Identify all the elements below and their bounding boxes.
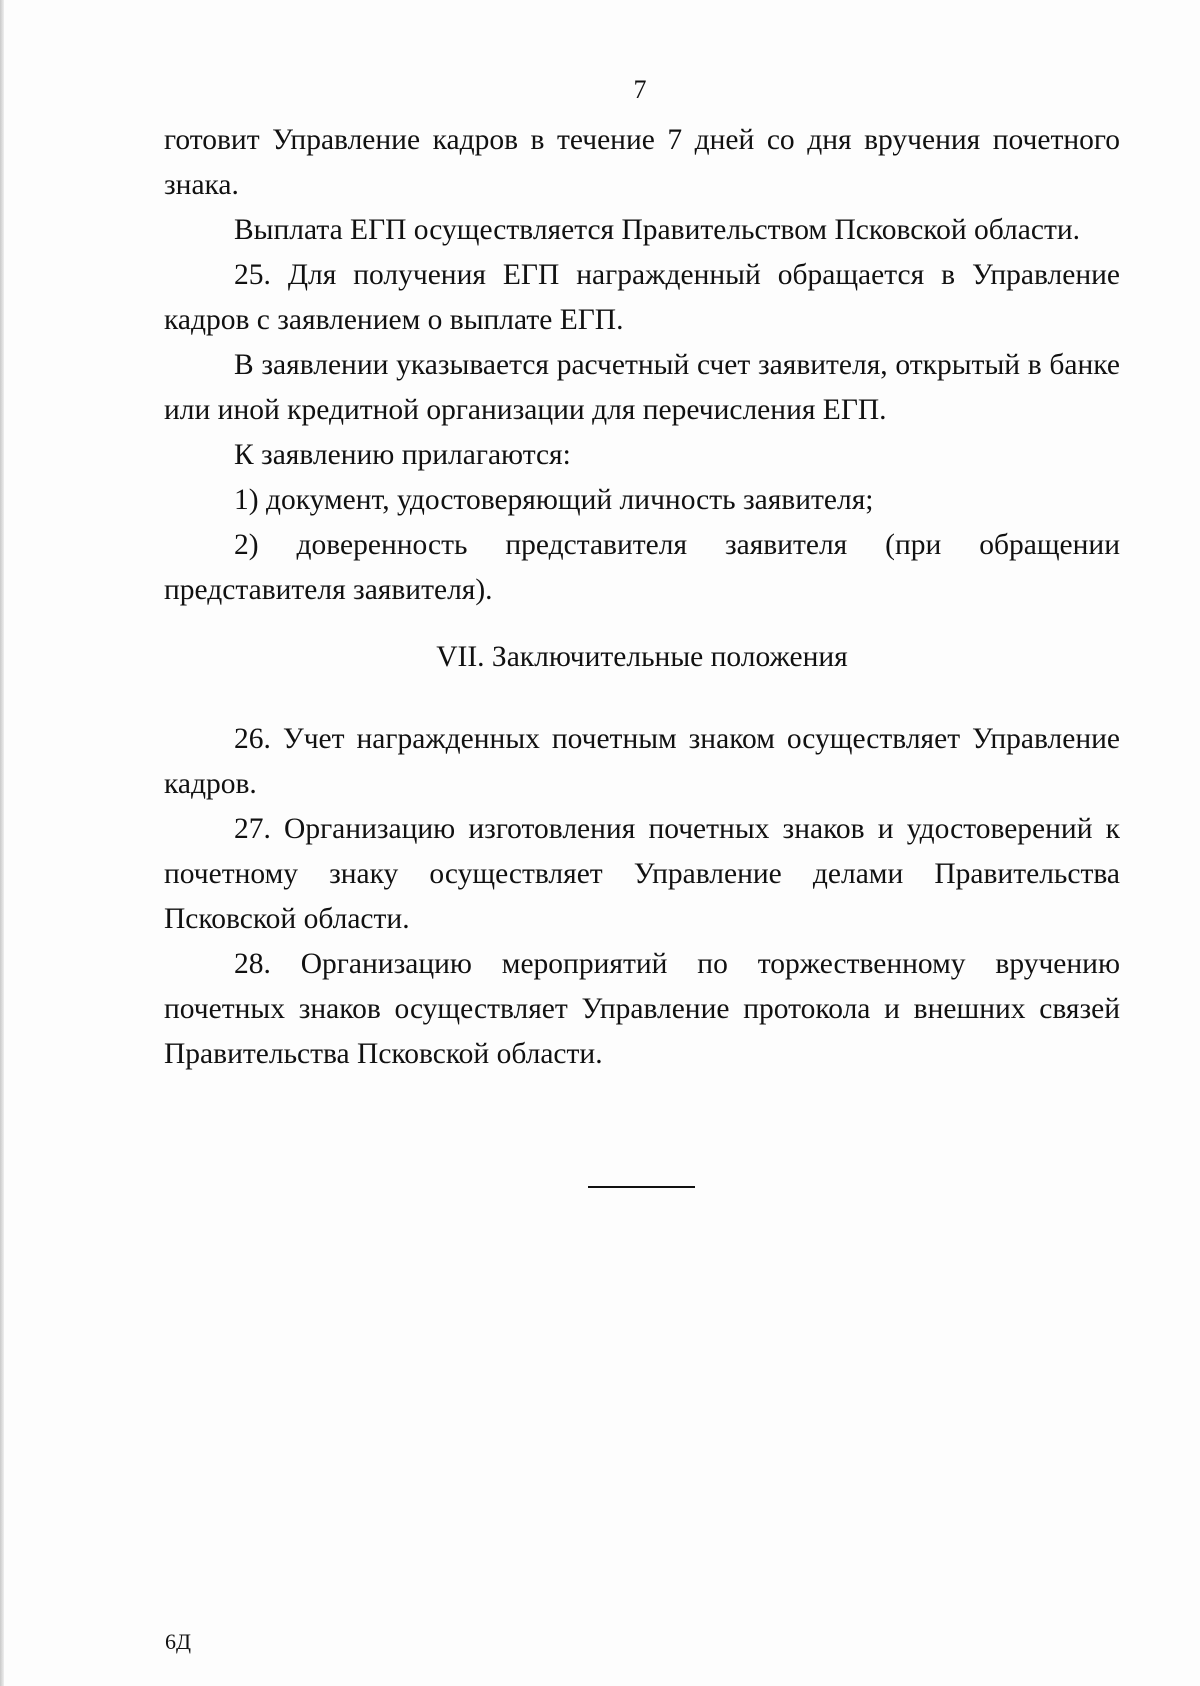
paragraph-attachments-intro: К заявлению прилагаются:	[234, 439, 571, 471]
paragraph-item-28: 28. Организацию мероприятий по торжественному вручению почетных знаков осуществляет Управление протокола и внешних связей Правительства Псковской области.	[164, 948, 1120, 1070]
footer-code: 6Д	[165, 1629, 192, 1654]
paragraph-item-26: 26. Учет награжденных почетным знаком осуществляет Управление кадров.	[164, 723, 1120, 800]
paragraph-payment: Выплата ЕГП осуществляется Правительством Псковской области.	[234, 214, 1081, 246]
list-item-2: 2) доверенность представителя заявителя (при обращении представителя заявителя).	[164, 529, 1120, 606]
closing-rule	[588, 1186, 695, 1188]
paragraph-item-25: 25. Для получения ЕГП награжденный обращается в Управление кадров с заявлением о выплате ЕГП.	[164, 259, 1120, 336]
list-item-1: 1) документ, удостоверяющий личность заявителя;	[234, 484, 874, 516]
paragraph-continuation: готовит Управление кадров в течение 7 дней со дня вручения почетного знака.	[164, 124, 1120, 201]
document-body	[164, 118, 1120, 1077]
page-number: 7	[633, 75, 647, 104]
paragraph-item-27: 27. Организацию изготовления почетных знаков и удостоверений к почетному знаку осуществляет Управление делами Правительства Псковской области.	[164, 813, 1120, 935]
scan-edge	[0, 0, 4, 1686]
section-heading: VII. Заключительные положения	[436, 641, 848, 673]
paragraph-application-account: В заявлении указывается расчетный счет заявителя, открытый в банке или иной кредитной организации для перечисления ЕГП.	[164, 349, 1120, 426]
